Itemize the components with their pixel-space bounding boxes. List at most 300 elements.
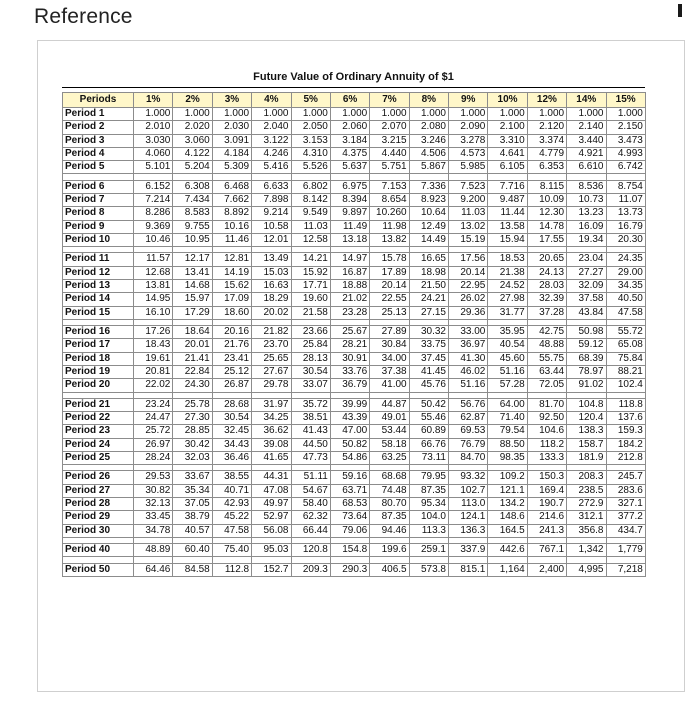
value-cell: 4.060 (134, 147, 173, 160)
table-row (63, 326, 646, 339)
value-cell: 9.897 (330, 207, 369, 220)
value-cell: 41.00 (370, 379, 409, 392)
value-cell: 2.100 (488, 121, 527, 134)
value-cell: 24.52 (488, 279, 527, 292)
value-cell: 199.6 (370, 544, 409, 557)
value-cell: 41.65 (252, 451, 291, 464)
value-cell: 46.02 (449, 365, 488, 378)
value-cell: 3.153 (291, 134, 330, 147)
value-cell: 327.1 (606, 497, 645, 510)
value-cell: 7.434 (173, 193, 212, 206)
value-cell: 1.000 (606, 108, 645, 121)
value-cell: 13.58 (488, 220, 527, 233)
value-cell: 4.184 (212, 147, 251, 160)
value-cell: 2.140 (567, 121, 606, 134)
value-cell: 1.000 (330, 108, 369, 121)
value-cell: 28.85 (173, 425, 212, 438)
value-cell: 245.7 (606, 471, 645, 484)
period-label: Period 13 (63, 279, 134, 292)
value-cell: 36.62 (252, 425, 291, 438)
value-cell: 3.374 (527, 134, 566, 147)
period-label: Period 27 (63, 484, 134, 497)
value-cell: 29.78 (252, 379, 291, 392)
value-cell: 11.03 (449, 207, 488, 220)
value-cell: 21.82 (252, 326, 291, 339)
value-cell: 55.46 (409, 411, 448, 424)
scrollbar-thumb[interactable] (678, 4, 682, 17)
value-cell: 5.101 (134, 161, 173, 174)
value-cell: 79.95 (409, 471, 448, 484)
value-cell: 58.40 (291, 497, 330, 510)
value-cell: 12.01 (252, 233, 291, 246)
title-divider (62, 87, 645, 88)
value-cell: 17.56 (449, 253, 488, 266)
value-cell: 152.7 (252, 563, 291, 576)
value-cell: 14.78 (527, 220, 566, 233)
value-cell: 9.487 (488, 193, 527, 206)
value-cell: 8.892 (212, 207, 251, 220)
value-cell: 16.79 (606, 220, 645, 233)
value-cell: 75.84 (606, 352, 645, 365)
value-cell: 20.02 (252, 306, 291, 319)
value-cell: 7,218 (606, 563, 645, 576)
value-cell: 16.87 (330, 266, 369, 279)
value-cell: 13.81 (134, 279, 173, 292)
value-cell: 18.53 (488, 253, 527, 266)
table-row (63, 563, 646, 576)
value-cell: 8.115 (527, 180, 566, 193)
value-cell: 120.8 (291, 544, 330, 557)
table-row (63, 484, 646, 497)
value-cell: 18.64 (173, 326, 212, 339)
value-cell: 4.375 (330, 147, 369, 160)
value-cell: 28.13 (291, 352, 330, 365)
period-label: Period 7 (63, 193, 134, 206)
value-cell: 55.75 (527, 352, 566, 365)
value-cell: 79.54 (488, 425, 527, 438)
value-cell: 12.49 (409, 220, 448, 233)
value-cell: 3.122 (252, 134, 291, 147)
period-label: Period 10 (63, 233, 134, 246)
value-cell: 36.79 (330, 379, 369, 392)
value-cell: 32.45 (212, 425, 251, 438)
value-cell: 73.64 (330, 511, 369, 524)
value-cell: 134.2 (488, 497, 527, 510)
value-cell: 2.150 (606, 121, 645, 134)
value-cell: 15.92 (291, 266, 330, 279)
value-cell: 35.34 (173, 484, 212, 497)
value-cell: 4.641 (488, 147, 527, 160)
value-cell: 41.30 (449, 352, 488, 365)
value-cell: 66.44 (291, 524, 330, 537)
value-cell: 10.46 (134, 233, 173, 246)
value-cell: 37.58 (567, 293, 606, 306)
value-cell: 18.29 (252, 293, 291, 306)
value-cell: 41.45 (409, 365, 448, 378)
value-cell: 6.802 (291, 180, 330, 193)
value-cell: 11.46 (212, 233, 251, 246)
value-cell: 1.000 (134, 108, 173, 121)
value-cell: 7.898 (252, 193, 291, 206)
value-cell: 79.06 (330, 524, 369, 537)
value-cell: 10.58 (252, 220, 291, 233)
value-cell: 3.091 (212, 134, 251, 147)
value-cell: 37.45 (409, 352, 448, 365)
value-cell: 32.03 (173, 451, 212, 464)
value-cell: 30.32 (409, 326, 448, 339)
period-label: Period 18 (63, 352, 134, 365)
value-cell: 113.0 (449, 497, 488, 510)
value-cell: 25.78 (173, 398, 212, 411)
value-cell: 64.00 (488, 398, 527, 411)
value-cell: 51.16 (449, 379, 488, 392)
table-row (63, 207, 646, 220)
value-cell: 15.19 (449, 233, 488, 246)
value-cell: 23.04 (567, 253, 606, 266)
value-cell: 44.50 (291, 438, 330, 451)
period-label: Period 12 (63, 266, 134, 279)
value-cell: 4.310 (291, 147, 330, 160)
table-title: Future Value of Ordinary Annuity of $1 (253, 71, 454, 83)
value-cell: 35.95 (488, 326, 527, 339)
value-cell: 24.35 (606, 253, 645, 266)
value-cell: 29.00 (606, 266, 645, 279)
value-cell: 14.97 (330, 253, 369, 266)
value-cell: 3.215 (370, 134, 409, 147)
value-cell: 51.16 (488, 365, 527, 378)
value-cell: 43.84 (567, 306, 606, 319)
value-cell: 2.120 (527, 121, 566, 134)
value-cell: 23.24 (134, 398, 173, 411)
value-cell: 36.97 (449, 339, 488, 352)
table-row (63, 438, 646, 451)
value-cell: 34.78 (134, 524, 173, 537)
table-row (63, 134, 646, 147)
column-header-rate: 6% (330, 93, 369, 108)
value-cell: 8.923 (409, 193, 448, 206)
value-cell: 16.09 (567, 220, 606, 233)
value-cell: 32.13 (134, 497, 173, 510)
value-cell: 1,779 (606, 544, 645, 557)
value-cell: 9.200 (449, 193, 488, 206)
column-header-rate: 9% (449, 93, 488, 108)
period-label: Period 19 (63, 365, 134, 378)
value-cell: 9.369 (134, 220, 173, 233)
value-cell: 8.394 (330, 193, 369, 206)
value-cell: 30.42 (173, 438, 212, 451)
value-cell: 57.28 (488, 379, 527, 392)
value-cell: 2.060 (330, 121, 369, 134)
column-header-periods: Periods (63, 93, 134, 108)
value-cell: 27.15 (409, 306, 448, 319)
page-title: Reference (34, 5, 133, 28)
value-cell: 4.573 (449, 147, 488, 160)
value-cell: 184.2 (606, 438, 645, 451)
value-cell: 55.72 (606, 326, 645, 339)
value-cell: 6.975 (330, 180, 369, 193)
value-cell: 10.95 (173, 233, 212, 246)
value-cell: 1.000 (370, 108, 409, 121)
column-header-rate: 14% (567, 93, 606, 108)
value-cell: 33.07 (291, 379, 330, 392)
value-cell: 59.16 (330, 471, 369, 484)
value-cell: 88.50 (488, 438, 527, 451)
value-cell: 5.526 (291, 161, 330, 174)
value-cell: 27.30 (173, 411, 212, 424)
value-cell: 21.76 (212, 339, 251, 352)
value-cell: 66.76 (409, 438, 448, 451)
period-label: Period 20 (63, 379, 134, 392)
period-label: Period 17 (63, 339, 134, 352)
table-row (63, 147, 646, 160)
table-row (63, 365, 646, 378)
value-cell: 14.21 (291, 253, 330, 266)
value-cell: 209.3 (291, 563, 330, 576)
value-cell: 35.72 (291, 398, 330, 411)
table-row (63, 233, 646, 246)
value-cell: 21.02 (330, 293, 369, 306)
value-cell: 87.35 (409, 484, 448, 497)
value-cell: 68.39 (567, 352, 606, 365)
value-cell: 136.3 (449, 524, 488, 537)
value-cell: 39.99 (330, 398, 369, 411)
value-cell: 169.4 (527, 484, 566, 497)
value-cell: 50.82 (330, 438, 369, 451)
value-cell: 64.46 (134, 563, 173, 576)
value-cell: 30.54 (212, 411, 251, 424)
value-cell: 34.43 (212, 438, 251, 451)
value-cell: 47.58 (212, 524, 251, 537)
column-header-rate: 7% (370, 93, 409, 108)
value-cell: 33.76 (330, 365, 369, 378)
value-cell: 377.2 (606, 511, 645, 524)
table-row (63, 220, 646, 233)
value-cell: 48.89 (134, 544, 173, 557)
value-cell: 13.82 (370, 233, 409, 246)
period-label: Period 22 (63, 411, 134, 424)
value-cell: 17.09 (212, 293, 251, 306)
table-row (63, 121, 646, 134)
value-cell: 93.32 (449, 471, 488, 484)
value-cell: 28.03 (527, 279, 566, 292)
period-label: Period 21 (63, 398, 134, 411)
value-cell: 11.98 (370, 220, 409, 233)
value-cell: 9.214 (252, 207, 291, 220)
value-cell: 30.84 (370, 339, 409, 352)
value-cell: 13.49 (252, 253, 291, 266)
period-label: Period 9 (63, 220, 134, 233)
table-row (63, 293, 646, 306)
period-label: Period 24 (63, 438, 134, 451)
period-label: Period 11 (63, 253, 134, 266)
value-cell: 26.87 (212, 379, 251, 392)
value-cell: 36.46 (212, 451, 251, 464)
table-row (63, 253, 646, 266)
value-cell: 104.6 (527, 425, 566, 438)
value-cell: 5.637 (330, 161, 369, 174)
value-cell: 38.51 (291, 411, 330, 424)
value-cell: 32.09 (567, 279, 606, 292)
value-cell: 17.29 (173, 306, 212, 319)
value-cell: 11.07 (606, 193, 645, 206)
value-cell: 815.1 (449, 563, 488, 576)
value-cell: 87.35 (370, 511, 409, 524)
value-cell: 7.336 (409, 180, 448, 193)
value-cell: 38.79 (173, 511, 212, 524)
value-cell: 8.286 (134, 207, 173, 220)
value-cell: 573.8 (409, 563, 448, 576)
value-cell: 9.755 (173, 220, 212, 233)
value-cell: 32.39 (527, 293, 566, 306)
value-cell: 6.152 (134, 180, 173, 193)
value-cell: 11.44 (488, 207, 527, 220)
value-cell: 18.88 (330, 279, 369, 292)
value-cell: 356.8 (567, 524, 606, 537)
value-cell: 109.2 (488, 471, 527, 484)
value-cell: 65.08 (606, 339, 645, 352)
value-cell: 20.01 (173, 339, 212, 352)
value-cell: 13.02 (449, 220, 488, 233)
value-cell: 60.40 (173, 544, 212, 557)
value-cell: 39.08 (252, 438, 291, 451)
value-cell: 14.68 (173, 279, 212, 292)
value-cell: 4,995 (567, 563, 606, 576)
value-cell: 5.416 (252, 161, 291, 174)
value-cell: 63.44 (527, 365, 566, 378)
value-cell: 442.6 (488, 544, 527, 557)
value-cell: 434.7 (606, 524, 645, 537)
value-cell: 17.71 (291, 279, 330, 292)
value-cell: 13.18 (330, 233, 369, 246)
value-cell: 138.3 (567, 425, 606, 438)
value-cell: 4.246 (252, 147, 291, 160)
value-cell: 1.000 (567, 108, 606, 121)
period-label: Period 30 (63, 524, 134, 537)
value-cell: 50.98 (567, 326, 606, 339)
value-cell: 3.246 (409, 134, 448, 147)
value-cell: 28.21 (330, 339, 369, 352)
value-cell: 5.751 (370, 161, 409, 174)
value-cell: 51.11 (291, 471, 330, 484)
value-cell: 47.58 (606, 306, 645, 319)
column-header-rate: 15% (606, 93, 645, 108)
value-cell: 81.70 (527, 398, 566, 411)
table-row (63, 544, 646, 557)
value-cell: 18.60 (212, 306, 251, 319)
value-cell: 272.9 (567, 497, 606, 510)
value-cell: 2.040 (252, 121, 291, 134)
value-cell: 20.16 (212, 326, 251, 339)
value-cell: 3.278 (449, 134, 488, 147)
value-cell: 337.9 (449, 544, 488, 557)
value-cell: 56.76 (449, 398, 488, 411)
value-cell: 80.70 (370, 497, 409, 510)
table-row (63, 266, 646, 279)
value-cell: 6.633 (252, 180, 291, 193)
value-cell: 21.58 (291, 306, 330, 319)
value-cell: 23.70 (252, 339, 291, 352)
value-cell: 14.95 (134, 293, 173, 306)
value-cell: 48.88 (527, 339, 566, 352)
value-cell: 10.09 (527, 193, 566, 206)
value-cell: 27.98 (488, 293, 527, 306)
column-header-rate: 5% (291, 93, 330, 108)
period-label: Period 26 (63, 471, 134, 484)
header-row (63, 93, 646, 108)
value-cell: 45.22 (212, 511, 251, 524)
value-cell: 8.536 (567, 180, 606, 193)
table-row (63, 451, 646, 464)
value-cell: 20.14 (449, 266, 488, 279)
value-cell: 2.090 (449, 121, 488, 134)
value-cell: 7.662 (212, 193, 251, 206)
value-cell: 20.81 (134, 365, 173, 378)
value-cell: 24.30 (173, 379, 212, 392)
period-label: Period 1 (63, 108, 134, 121)
value-cell: 6.353 (527, 161, 566, 174)
table-row (63, 411, 646, 424)
value-cell: 118.8 (606, 398, 645, 411)
table-row (63, 352, 646, 365)
value-cell: 2,400 (527, 563, 566, 576)
value-cell: 17.89 (370, 266, 409, 279)
value-cell: 104.8 (567, 398, 606, 411)
value-cell: 20.14 (370, 279, 409, 292)
value-cell: 2.020 (173, 121, 212, 134)
value-cell: 14.49 (409, 233, 448, 246)
value-cell: 45.76 (409, 379, 448, 392)
value-cell: 767.1 (527, 544, 566, 557)
value-cell: 22.02 (134, 379, 173, 392)
table-row (63, 279, 646, 292)
value-cell: 3.440 (567, 134, 606, 147)
value-cell: 113.3 (409, 524, 448, 537)
value-cell: 37.28 (527, 306, 566, 319)
value-cell: 7.153 (370, 180, 409, 193)
value-cell: 25.72 (134, 425, 173, 438)
value-cell: 38.55 (212, 471, 251, 484)
column-header-rate: 3% (212, 93, 251, 108)
value-cell: 15.78 (370, 253, 409, 266)
value-cell: 208.3 (567, 471, 606, 484)
value-cell: 24.13 (527, 266, 566, 279)
value-cell: 29.36 (449, 306, 488, 319)
value-cell: 94.46 (370, 524, 409, 537)
value-cell: 2.080 (409, 121, 448, 134)
value-cell: 14.19 (212, 266, 251, 279)
value-cell: 54.86 (330, 451, 369, 464)
value-cell: 1.000 (488, 108, 527, 121)
value-cell: 62.87 (449, 411, 488, 424)
value-cell: 68.68 (370, 471, 409, 484)
value-cell: 92.50 (527, 411, 566, 424)
value-cell: 15.97 (173, 293, 212, 306)
value-cell: 4.921 (567, 147, 606, 160)
value-cell: 259.1 (409, 544, 448, 557)
value-cell: 9.549 (291, 207, 330, 220)
period-label: Period 6 (63, 180, 134, 193)
period-label: Period 23 (63, 425, 134, 438)
value-cell: 7.523 (449, 180, 488, 193)
value-cell: 75.40 (212, 544, 251, 557)
table-row (63, 398, 646, 411)
value-cell: 72.05 (527, 379, 566, 392)
value-cell: 50.42 (409, 398, 448, 411)
value-cell: 40.50 (606, 293, 645, 306)
value-cell: 1.000 (527, 108, 566, 121)
value-cell: 5.867 (409, 161, 448, 174)
value-cell: 40.54 (488, 339, 527, 352)
